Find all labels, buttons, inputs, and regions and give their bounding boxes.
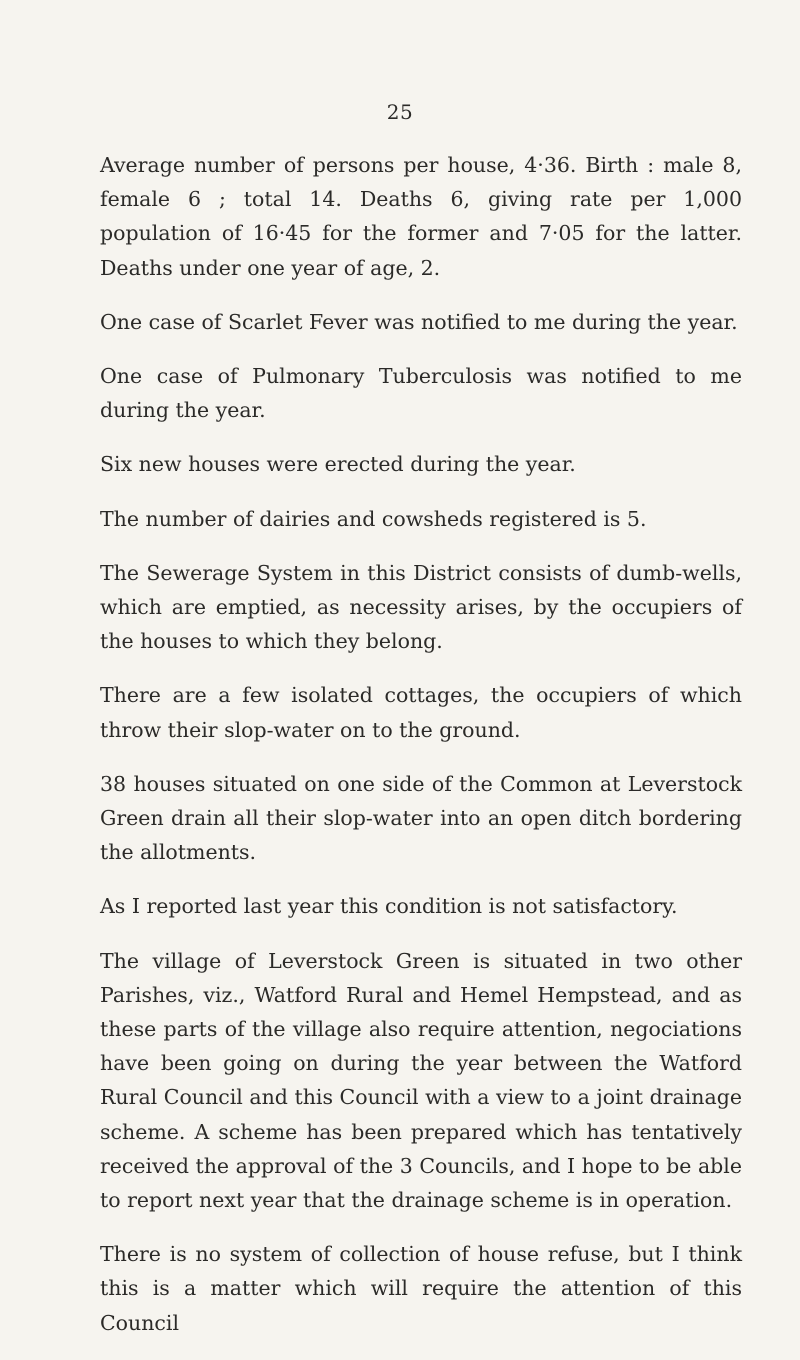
paragraph-leverstock-houses: 38 houses situated on one side of the Common at Leverstock Green drain all their slop-water into an open ditch bordering the allotments.: [100, 771, 742, 865]
paragraph-population-stats: Average number of persons per house, 4·36. Birth : male 8, female 6 ; total 14. Deaths 6, giving rate per 1,000 population of 16·45 for the former and 7·05 for the latter. Deaths under one year of age, 2.: [100, 153, 742, 280]
paragraph-not-satisfactory: As I reported last year this condition is not satisfactory.: [100, 894, 678, 919]
paragraph-new-houses: Six new houses were erected during the year.: [100, 452, 576, 477]
paragraph-dairies: The number of dairies and cowsheds registered is 5.: [100, 506, 647, 531]
paragraph-drainage-scheme: The village of Leverstock Green is situated in two other Parishes, viz., Watford Rural and Hemel Hempstead, and as these parts of the village also require attention, negociations have been going on during the year between the Watford Rural Council and this Council with a view to a joint drainage scheme. A scheme has been prepared which has tentatively received the approval of the 3 Councils, and I hope to be able to report next year that the drainage scheme is in operation.: [100, 948, 742, 1213]
page-number: 25: [386, 100, 414, 124]
paragraph-tuberculosis: One case of Pulmonary Tuberculosis was notified to me during the year.: [100, 364, 742, 423]
paragraph-scarlet-fever: One case of Scarlet Fever was notified to me during the year.: [100, 309, 738, 334]
paragraph-isolated-cottages: There are a few isolated cottages, the occupiers of which throw their slop-water on to the ground.: [100, 683, 742, 742]
paragraph-sewerage-system: The Sewerage System in this District consists of dumb-wells, which are emptied, as necessity arises, by the occupiers of the houses to which they belong.: [100, 560, 742, 654]
body-text: [100, 148, 742, 1360]
paragraph-house-refuse: There is no system of collection of house refuse, but I think this is a matter which will require the attention of this Council: [100, 1242, 742, 1335]
